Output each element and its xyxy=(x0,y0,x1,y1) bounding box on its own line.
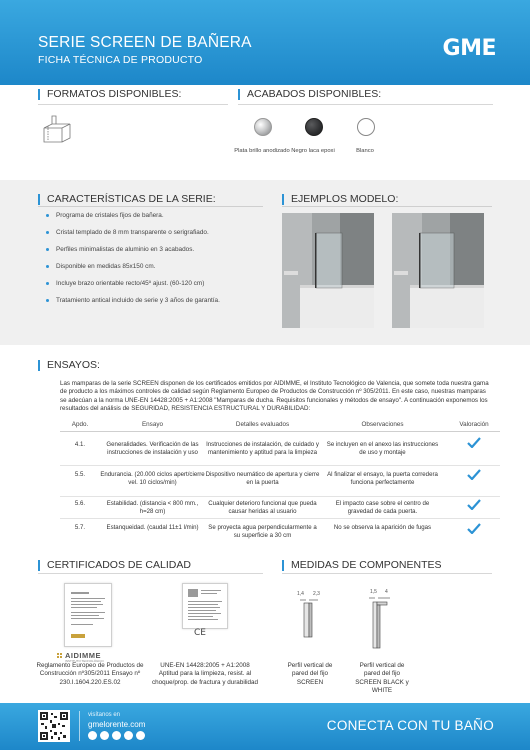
footer-visit-label: visítanos en xyxy=(88,712,121,718)
footer-site-link[interactable]: gmelorente.com xyxy=(88,720,146,729)
formatos-divider xyxy=(38,104,228,105)
check-icon xyxy=(467,523,481,534)
profile-2-caption: Perfil vertical de pared del fijo SCREEN BLACK y WHITE xyxy=(355,662,409,694)
check-icon xyxy=(467,437,481,448)
footer-slogan: CONECTA CON TU BAÑO xyxy=(326,718,494,733)
aidimme-brand-text: AIDIMME xyxy=(65,651,101,660)
row-observaciones: El impacto case sobre el centro de gravedad de cada puerta. xyxy=(335,500,430,516)
table-row-line xyxy=(60,496,500,497)
row-apdo: 4.1. xyxy=(74,441,86,448)
acabados-heading: ACABADOS DISPONIBLES: xyxy=(238,89,381,100)
row-observaciones: No se observa la aparición de fugas xyxy=(333,524,432,531)
feature-item: Programa de cristales fijos de bañera. xyxy=(46,212,220,229)
swatch-negro xyxy=(305,118,323,136)
medidas-divider xyxy=(282,573,492,574)
ensayos-heading: ENSAYOS: xyxy=(38,360,100,371)
example-photo-2 xyxy=(392,213,484,328)
ensayos-intro: Las mamparas de la serie SCREEN disponen de los certificados emitidos por AIDIMME, el Instituto Tecnológico de Valencia, que somete toda nuestra gama de producto a los máximos controles de calidad según Reglamento Europeo de Productos de Construcción nº 305/2011. En este caso, nuestras mamparas se adecúan a la norma UNE-EN 14428:2005 + A1:2008 "Mamparas de ducha. Requisitos funcionales y métodos de ensayo". A continuación exponemos los resultados del análisis de SEGURIDAD, RESISTENCIA ESTRUCTURAL Y DURABILIDAD: xyxy=(60,380,489,412)
row-ensayo: Generalidades. Verificación de las instrucciones de instalación y uso xyxy=(106,441,199,457)
certificate-document-2 xyxy=(182,583,228,629)
row-ensayo: Estabilidad. (distancia < 800 mm., h=28 cm) xyxy=(106,500,199,516)
certificados-heading: CERTIFICADOS DE CALIDAD xyxy=(38,560,191,571)
row-detalles: Cualquier deterioro funcional que pueda causar heridas al usuario xyxy=(208,500,317,516)
swatch-blanco-label: Blanco xyxy=(356,148,374,154)
check-icon xyxy=(467,499,481,510)
profile-1-dim-b: 2,3 xyxy=(313,591,320,597)
swatch-blanco xyxy=(357,118,375,136)
profile-2-dim-b: 4 xyxy=(385,589,388,595)
certificate-caption-1: Reglamento Europeo de Productos de Construcción nº305/2011 Ensayo nº 230.I.1604.220.ES.02 xyxy=(36,662,144,686)
ejemplos-divider xyxy=(282,206,492,207)
feature-item: Perfiles minimalistas de aluminio en 3 acabados. xyxy=(46,246,220,263)
row-detalles: Se proyecta agua perpendicularmente a su superficie a 30 cm xyxy=(208,524,317,540)
profile-1-caption: Perfil vertical de pared del fijo SCREEN xyxy=(287,662,333,686)
row-observaciones: Se incluyen en el anexo las instrucciones de uso y montaje xyxy=(326,441,439,457)
footer-divider xyxy=(79,711,80,741)
profile-1-dim-a: 1,4 xyxy=(297,591,304,597)
example-photo-1 xyxy=(282,213,374,328)
swatch-plata xyxy=(254,118,272,136)
feature-item: Incluye brazo orientable recto/45º ajust. (60-120 cm) xyxy=(46,280,220,297)
table-row-line xyxy=(60,465,500,466)
col-observaciones: Observaciones xyxy=(361,421,404,428)
linkedin-icon[interactable] xyxy=(88,731,97,740)
instagram-icon[interactable] xyxy=(124,731,133,740)
profile-2-dim-a: 1,5 xyxy=(370,589,377,595)
aidimme-logo xyxy=(56,651,126,661)
certificate-caption-2: UNE-EN 14428:2005 + A1:2008 Aptitud para la limpieza, resist. al choque/prop. de fractura y durabilidad xyxy=(151,662,259,686)
feature-item: Cristal templado de 8 mm transparente o serigrafiado. xyxy=(46,229,220,246)
ce-mark: CE xyxy=(194,628,206,638)
bathtub-format-icon xyxy=(40,114,74,148)
check-icon xyxy=(467,469,481,480)
page-title: SERIE SCREEN DE BAÑERA xyxy=(38,34,252,51)
col-apdo: Apdo. xyxy=(71,421,89,428)
swatch-negro-label: Negro laca epoxi xyxy=(291,148,335,154)
swatch-plata-label: Plata brillo anodizado xyxy=(234,148,290,154)
certificados-divider xyxy=(38,573,263,574)
page-subtitle: FICHA TÉCNICA DE PRODUCTO xyxy=(38,54,203,66)
acabados-divider xyxy=(238,104,493,105)
col-detalles: Detalles evaluados xyxy=(235,421,290,428)
feature-item: Disponible en medidas 85x150 cm. xyxy=(46,263,220,280)
profile-1-drawing xyxy=(296,597,326,639)
facebook-icon[interactable] xyxy=(100,731,109,740)
brand-logo: GME xyxy=(442,36,496,61)
table-row-line xyxy=(60,518,500,519)
formatos-heading: FORMATOS DISPONIBLES: xyxy=(38,89,181,100)
caracteristicas-heading: CARACTERÍSTICAS DE LA SERIE: xyxy=(38,194,216,205)
certificate-document-1 xyxy=(64,583,112,647)
youtube-icon[interactable] xyxy=(136,731,145,740)
feature-item: Tratamiento antical incluido de serie y 3 años de garantía. xyxy=(46,297,220,314)
caracteristicas-divider xyxy=(38,206,263,207)
col-ensayo: Ensayo xyxy=(141,421,163,428)
row-ensayo: Estanqueidad. (caudal 11±1 l/min) xyxy=(106,524,199,531)
row-apdo: 5.5. xyxy=(74,471,86,478)
row-detalles: Instrucciones de instalación, de cuidado y mantenimiento y aptitud para la limpieza xyxy=(206,441,319,457)
pinterest-icon[interactable] xyxy=(112,731,121,740)
profile-2-drawing xyxy=(366,595,400,651)
row-ensayo: Endurancia. (20.000 ciclos apert/cierre vel. 10 ciclos/min) xyxy=(100,471,205,487)
table-header-line xyxy=(60,431,500,432)
row-apdo: 5.6. xyxy=(74,500,86,507)
medidas-heading: MEDIDAS DE COMPONENTES xyxy=(282,560,442,571)
ejemplos-heading: EJEMPLOS MODELO: xyxy=(282,194,398,205)
row-apdo: 5.7. xyxy=(74,524,86,531)
aidimme-tagline: INSTITUTO TECNOLÓGICO xyxy=(65,659,104,663)
row-observaciones: Al finalizar el ensayo, la puerta corredera funciona perfectamente xyxy=(327,471,438,487)
features-list xyxy=(46,212,220,314)
row-detalles: Dispositivo neumático de apertura y cierre en la puerta xyxy=(205,471,320,487)
col-valoracion: Valoración xyxy=(459,421,489,428)
qr-code-icon[interactable] xyxy=(38,710,70,742)
